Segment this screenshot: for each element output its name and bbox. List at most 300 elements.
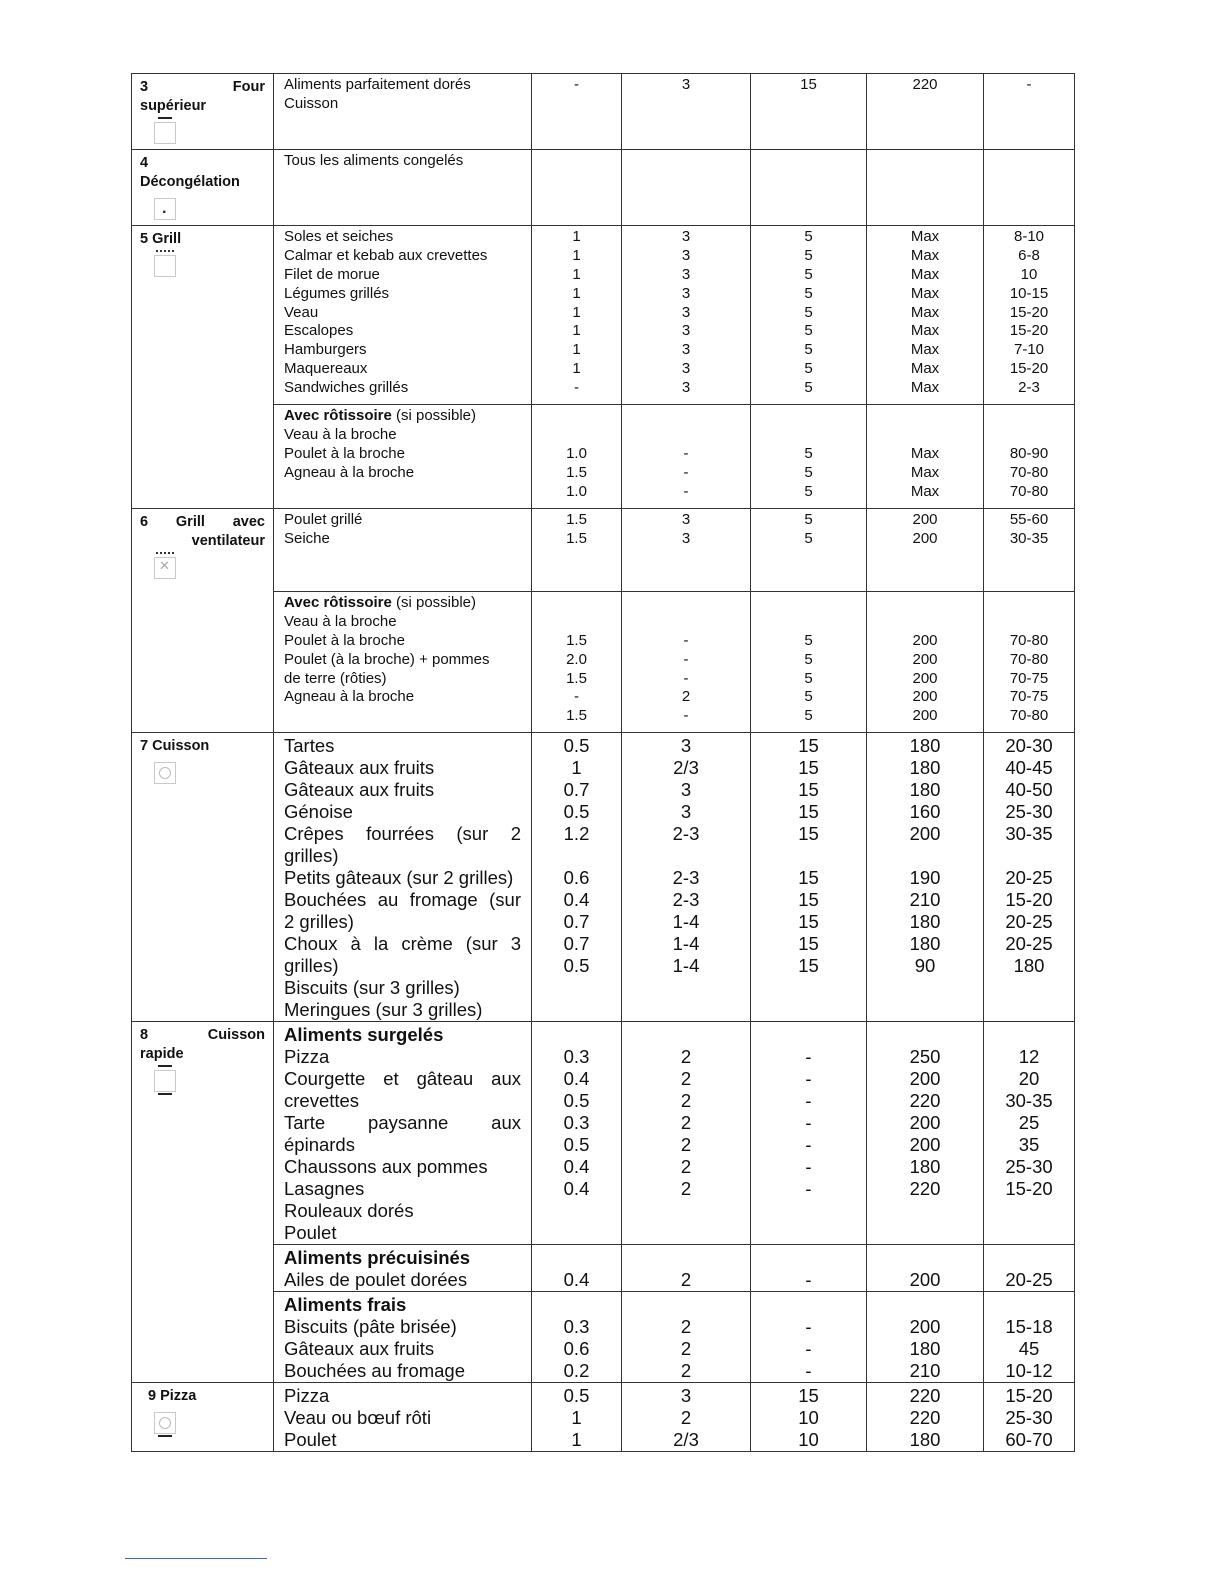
- col2-value: 2: [680, 1178, 692, 1199]
- col1-value: 0.5: [563, 955, 590, 976]
- col2-value: 3: [681, 76, 691, 93]
- food-item: Sandwiches grillés: [284, 379, 409, 397]
- col2-value: [632, 594, 740, 613]
- col5-value: 30-35: [1009, 529, 1049, 547]
- food-item: Courgette et gâteau aux: [284, 1068, 521, 1089]
- col5-cell: [984, 1383, 1075, 1452]
- col3-value: 10: [798, 1407, 819, 1428]
- food-cell: [274, 1383, 532, 1452]
- food-item: Légumes grillés: [284, 284, 390, 302]
- grill-icon: [154, 255, 176, 277]
- col4-value: 90: [914, 955, 936, 976]
- col3-value: 5: [804, 341, 813, 359]
- food-group-note: (si possible): [391, 407, 477, 424]
- col2-value: 2: [681, 688, 691, 706]
- col5-cell: [984, 150, 1075, 226]
- col2-value: 2: [680, 1316, 692, 1337]
- col4-value: [877, 613, 973, 632]
- col3-value: 5: [804, 360, 813, 378]
- col3-value: 5: [804, 669, 813, 687]
- food-group-title: Avec rôtissoire: [284, 594, 392, 611]
- col1-value: [542, 426, 611, 445]
- col5-value: 12: [1018, 1046, 1040, 1067]
- col3-value: [761, 613, 856, 632]
- col1-value: 0.5: [563, 1385, 590, 1406]
- col3-value: [761, 1294, 856, 1316]
- mode-name: 9 Pizza: [148, 1388, 197, 1404]
- col1-value: [542, 1024, 611, 1046]
- col3-value: 15: [798, 779, 819, 800]
- col1-value: 2.0: [566, 650, 587, 668]
- col4-value: 210: [909, 889, 941, 910]
- mode-name: 4: [140, 155, 149, 171]
- col3-value: -: [805, 1338, 812, 1359]
- food-cell: [274, 733, 532, 1022]
- col4-value: 200: [909, 1269, 941, 1290]
- col5-value: [994, 613, 1064, 632]
- food-item: Meringues (sur 3 grilles): [284, 999, 483, 1020]
- col4-value: 200: [909, 823, 941, 844]
- col1-value: 0.3: [563, 1316, 590, 1337]
- col4-cell: [867, 226, 984, 405]
- col2-cell: [622, 592, 751, 733]
- col4-value: Max: [910, 463, 940, 481]
- col5-cell: [984, 1022, 1075, 1245]
- col2-value: 3: [681, 265, 691, 283]
- col4-value: 220: [909, 1385, 941, 1406]
- col1-value: 0.6: [563, 867, 590, 888]
- col4-cell: [867, 592, 984, 733]
- mode-name: 8 Cuisson: [140, 1027, 265, 1043]
- col5-cell: [984, 1245, 1075, 1292]
- col4-value: Max: [910, 284, 940, 302]
- col3-value: [761, 594, 856, 613]
- col3-value: 5: [804, 322, 813, 340]
- col4-value: Max: [910, 482, 940, 500]
- food-cell: [274, 592, 532, 733]
- col4-value: Max: [910, 303, 940, 321]
- col3-value: 5: [804, 707, 813, 725]
- col2-value: 3: [681, 360, 691, 378]
- mode-name: Décongélation: [140, 174, 240, 190]
- col4-cell: [867, 74, 984, 150]
- col4-cell: [867, 1383, 984, 1452]
- col4-value: Max: [910, 341, 940, 359]
- col2-value: [632, 613, 740, 632]
- col1-cell: [532, 150, 622, 226]
- col1-value: 0.4: [563, 889, 590, 910]
- col1-value: -: [574, 379, 579, 397]
- col2-value: 3: [680, 735, 692, 756]
- col4-value: 180: [909, 779, 941, 800]
- food-group-heading: [284, 1294, 521, 1316]
- col1-value: -: [574, 688, 579, 706]
- col3-value: -: [805, 1068, 812, 1089]
- col5-value: -: [1026, 76, 1032, 93]
- food-item: Escalopes: [284, 322, 354, 340]
- col2-value: 3: [681, 246, 691, 264]
- food-item: Poulet à la broche: [284, 444, 405, 462]
- col3-value: 15: [798, 911, 819, 932]
- col3-value: -: [805, 1156, 812, 1177]
- col1-cell: [532, 226, 622, 405]
- col1-value: 1.5: [566, 511, 587, 528]
- col2-value: 3: [681, 322, 691, 340]
- col5-value: 10-15: [1009, 284, 1049, 302]
- mode-cell: [132, 733, 274, 1022]
- food-item: grilles): [284, 955, 339, 976]
- col1-value: 0.7: [563, 779, 590, 800]
- col5-value: 10: [1020, 265, 1038, 283]
- col1-value: 0.6: [563, 1338, 590, 1359]
- col3-value: -: [805, 1360, 812, 1381]
- col5-cell: [984, 1292, 1075, 1383]
- col2-value: 3: [681, 341, 691, 359]
- col5-value: [994, 845, 1064, 867]
- col1-value: 1: [572, 265, 581, 283]
- col2-value: -: [683, 482, 689, 500]
- col3-value: 15: [798, 889, 819, 910]
- col2-value: 3: [680, 801, 692, 822]
- col5-value: 20-25: [1005, 911, 1053, 932]
- col1-value: 1: [572, 246, 581, 264]
- col4-value: 200: [909, 1068, 941, 1089]
- col5-value: 70-80: [1009, 631, 1049, 649]
- table-row: [132, 733, 1075, 1022]
- col3-value: [761, 1024, 856, 1046]
- col5-value: [994, 426, 1064, 445]
- col4-cell: [867, 405, 984, 509]
- col3-value: 15: [798, 801, 819, 822]
- col3-value: [761, 1247, 856, 1269]
- food-item: Ailes de poulet dorées: [284, 1269, 468, 1290]
- col5-value: 15-20: [1005, 1178, 1053, 1199]
- col1-value: 1.5: [566, 463, 587, 481]
- col3-value: 5: [804, 228, 813, 245]
- col2-value: 2-3: [672, 889, 700, 910]
- col5-value: 70-75: [1009, 669, 1049, 687]
- col1-value: 0.2: [563, 1360, 590, 1381]
- table-row: [132, 226, 1075, 405]
- col1-value: 1: [572, 284, 581, 302]
- col5-value: 20: [1018, 1068, 1040, 1089]
- food-item: Aliments parfaitement dorés: [284, 76, 471, 93]
- mode-name: 7 Cuisson: [140, 738, 210, 754]
- col2-value: 2: [680, 1360, 692, 1381]
- col5-value: 15-20: [1005, 1385, 1053, 1406]
- col1-value: 0.5: [563, 1134, 590, 1155]
- col1-value: 0.7: [563, 911, 590, 932]
- col2-cell: [622, 150, 751, 226]
- food-item: Filet de morue: [284, 265, 380, 283]
- col2-cell: [622, 226, 751, 405]
- food-item: Tarte paysanne aux: [284, 1112, 521, 1133]
- food-group-title: Aliments surgelés: [284, 1024, 444, 1045]
- col1-cell: [532, 74, 622, 150]
- col2-value: 2-3: [672, 823, 700, 844]
- col2-cell: [622, 405, 751, 509]
- col4-value: Max: [910, 360, 940, 378]
- col4-value: [877, 1024, 973, 1046]
- col4-value: 180: [909, 757, 941, 778]
- col3-value: 5: [804, 511, 813, 528]
- col5-value: 15-20: [1009, 360, 1049, 378]
- col3-value: -: [805, 1090, 812, 1111]
- food-group-title: Aliments frais: [284, 1294, 407, 1315]
- col5-value: 25: [1018, 1112, 1040, 1133]
- col1-cell: [532, 592, 622, 733]
- col5-value: [994, 407, 1064, 426]
- col4-value: 180: [909, 1429, 941, 1450]
- rapid-cook-icon: [154, 1070, 176, 1092]
- col4-value: [877, 845, 973, 867]
- food-item: Poulet: [284, 1222, 337, 1243]
- col2-value: [632, 845, 740, 867]
- col1-value: 1: [572, 303, 581, 321]
- col3-value: 5: [804, 379, 813, 397]
- col2-value: 2: [680, 1046, 692, 1067]
- col2-value: 3: [680, 1385, 692, 1406]
- food-item: Veau: [284, 303, 319, 321]
- col2-value: 2/3: [673, 1429, 699, 1450]
- col2-value: -: [683, 669, 689, 687]
- col3-cell: [751, 150, 867, 226]
- food-item: grilles): [284, 845, 339, 866]
- col1-cell: [532, 1383, 622, 1452]
- col4-value: [877, 407, 973, 426]
- food-item: de terre (rôties): [284, 669, 387, 687]
- food-item: Pizza: [284, 1046, 330, 1067]
- col3-value: [761, 407, 856, 426]
- col4-value: Max: [910, 444, 940, 462]
- food-cell: [274, 150, 532, 226]
- col3-value: 10: [798, 1429, 819, 1450]
- col1-value: 1: [572, 341, 581, 359]
- col2-value: [632, 1294, 740, 1316]
- col2-value: 3: [681, 303, 691, 321]
- col5-value: 60-70: [1005, 1429, 1053, 1450]
- col2-value: -: [683, 650, 689, 668]
- col1-value: 1: [572, 228, 581, 245]
- food-item: Hamburgers: [284, 341, 367, 359]
- mode-cell: [132, 150, 274, 226]
- food-item: Gâteaux aux fruits: [284, 757, 435, 778]
- col1-value: [542, 845, 611, 867]
- col1-value: [542, 613, 611, 632]
- top-heat-icon: [154, 122, 176, 144]
- food-item: Chaussons aux pommes: [284, 1156, 488, 1177]
- col2-value: 3: [681, 511, 691, 528]
- col2-value: -: [683, 631, 689, 649]
- food-item: Tous les aliments congelés: [284, 152, 464, 169]
- food-item: crevettes: [284, 1090, 360, 1111]
- food-item: Rouleaux dorés: [284, 1200, 414, 1221]
- col1-cell: [532, 1022, 622, 1245]
- col4-value: 180: [909, 1338, 941, 1359]
- table-row: [132, 592, 1075, 733]
- col4-cell: [867, 150, 984, 226]
- col2-value: 2: [680, 1112, 692, 1133]
- col4-cell: [867, 1292, 984, 1383]
- col4-value: 190: [909, 867, 941, 888]
- col2-value: 3: [681, 529, 691, 547]
- food-item: Veau à la broche: [284, 612, 397, 630]
- food-item: Biscuits (pâte brisée): [284, 1316, 457, 1337]
- col3-cell: [751, 405, 867, 509]
- icon-detail: [159, 767, 171, 779]
- col5-value: 70-80: [1009, 463, 1049, 481]
- col3-value: 15: [798, 867, 819, 888]
- food-item: Poulet: [284, 1429, 337, 1450]
- food-item: Soles et seiches: [284, 228, 394, 245]
- col3-value: 5: [804, 284, 813, 302]
- col1-value: [542, 407, 611, 426]
- col1-value: 0.4: [563, 1156, 590, 1177]
- food-item: Tartes: [284, 735, 335, 756]
- col1-value: 1.5: [566, 669, 587, 687]
- fan-icon: [154, 762, 176, 784]
- food-item: Lasagnes: [284, 1178, 365, 1199]
- col3-cell: [751, 226, 867, 405]
- icon-detail: [159, 1417, 171, 1429]
- col5-value: 20-25: [1005, 867, 1053, 888]
- col4-value: 180: [909, 735, 941, 756]
- col2-cell: [622, 1292, 751, 1383]
- col4-value: 180: [909, 911, 941, 932]
- mode-cell: [132, 226, 274, 509]
- food-item: Agneau à la broche: [284, 463, 415, 481]
- food-group-title: Avec rôtissoire: [284, 407, 392, 424]
- col5-value: 8-10: [1013, 228, 1045, 245]
- col3-value: -: [805, 1269, 812, 1290]
- col3-value: [761, 845, 856, 867]
- food-item: Maquereaux: [284, 360, 368, 378]
- food-item: Gâteaux aux fruits: [284, 779, 435, 800]
- col1-cell: [532, 405, 622, 509]
- col1-value: -: [574, 76, 579, 93]
- col4-value: 220: [909, 1090, 941, 1111]
- col1-value: 0.4: [563, 1178, 590, 1199]
- col1-value: [542, 1294, 611, 1316]
- col5-cell: [984, 405, 1075, 509]
- col4-value: Max: [910, 379, 940, 397]
- col5-value: 2-3: [1018, 379, 1040, 397]
- col1-value: 0.5: [563, 801, 590, 822]
- col5-value: [994, 1247, 1064, 1269]
- col1-value: 1: [572, 322, 581, 340]
- col4-value: Max: [910, 246, 940, 264]
- food-item: Poulet grillé: [284, 511, 363, 528]
- col3-value: 5: [804, 482, 813, 500]
- table-row: [132, 150, 1075, 226]
- cooking-table: [131, 73, 1075, 1452]
- col2-value: 2: [680, 1134, 692, 1155]
- food-item: Calmar et kebab aux crevettes: [284, 246, 488, 264]
- col4-value: [877, 1294, 973, 1316]
- col1-value: 0.3: [563, 1046, 590, 1067]
- col5-value: 70-80: [1009, 482, 1049, 500]
- col2-value: 2: [680, 1090, 692, 1111]
- col5-value: 30-35: [1005, 1090, 1053, 1111]
- col3-cell: [751, 509, 867, 592]
- col3-value: 5: [804, 463, 813, 481]
- col4-value: 220: [909, 1178, 941, 1199]
- food-group-title: Aliments précuisinés: [284, 1247, 471, 1268]
- table-row: [132, 1383, 1075, 1452]
- col5-value: 15-18: [1005, 1316, 1053, 1337]
- col1-value: [542, 594, 611, 613]
- col1-value: 0.5: [563, 735, 590, 756]
- food-group-heading: [284, 407, 521, 426]
- food-group-heading: [284, 1247, 521, 1269]
- col4-value: 200: [912, 669, 938, 687]
- col2-value: 2: [680, 1156, 692, 1177]
- col5-value: 30-35: [1005, 823, 1053, 844]
- footnote-rule: [125, 1558, 267, 1559]
- col5-cell: [984, 74, 1075, 150]
- food-item: Agneau à la broche: [284, 688, 415, 706]
- col3-value: 5: [804, 529, 813, 547]
- col4-value: Max: [910, 322, 940, 340]
- table-row: [132, 1022, 1075, 1245]
- table-row: [132, 509, 1075, 592]
- food-item: Gâteaux aux fruits: [284, 1338, 435, 1359]
- food-cell: [274, 1245, 532, 1292]
- col4-value: 180: [909, 933, 941, 954]
- col4-value: 220: [909, 1407, 941, 1428]
- col3-value: 15: [800, 76, 817, 93]
- col1-value: 0.7: [563, 933, 590, 954]
- mode-cell: [132, 1383, 274, 1452]
- fan-grill-icon: [154, 557, 176, 579]
- col3-cell: [751, 1383, 867, 1452]
- col5-value: 7-10: [1013, 341, 1045, 359]
- col1-value: 1: [571, 757, 582, 778]
- col2-value: [632, 1024, 740, 1046]
- col3-cell: [751, 1245, 867, 1292]
- mode-cell: [132, 509, 274, 733]
- col3-value: -: [805, 1134, 812, 1155]
- col3-value: 15: [798, 823, 819, 844]
- col5-value: 25-30: [1005, 801, 1053, 822]
- food-item: Petits gâteaux (sur 2 grilles): [284, 867, 514, 888]
- cooking-table-body: [132, 74, 1075, 1452]
- col3-value: 5: [804, 444, 813, 462]
- col2-value: 3: [680, 779, 692, 800]
- food-item: Seiche: [284, 529, 330, 547]
- food-item: Veau ou bœuf rôti: [284, 1407, 432, 1428]
- col3-cell: [751, 1292, 867, 1383]
- col4-value: [877, 426, 973, 445]
- col2-value: 2-3: [672, 867, 700, 888]
- col4-cell: [867, 1245, 984, 1292]
- col5-value: 20-25: [1005, 1269, 1053, 1290]
- food-item: Bouchées au fromage: [284, 1360, 466, 1381]
- col1-value: 0.4: [563, 1269, 590, 1290]
- col1-value: 1.5: [566, 529, 587, 547]
- col5-value: 20-25: [1005, 933, 1053, 954]
- col1-value: 1.5: [566, 707, 587, 725]
- col4-value: 200: [912, 511, 938, 528]
- col1-value: 1.0: [566, 444, 587, 462]
- col5-value: [994, 1294, 1064, 1316]
- food-item: Biscuits (sur 3 grilles): [284, 977, 460, 998]
- col2-value: 2: [680, 1269, 692, 1290]
- col5-value: 6-8: [1018, 246, 1040, 264]
- col2-value: 2: [680, 1407, 692, 1428]
- food-item: Bouchées au fromage (sur: [284, 889, 521, 910]
- table-row: [132, 1245, 1075, 1292]
